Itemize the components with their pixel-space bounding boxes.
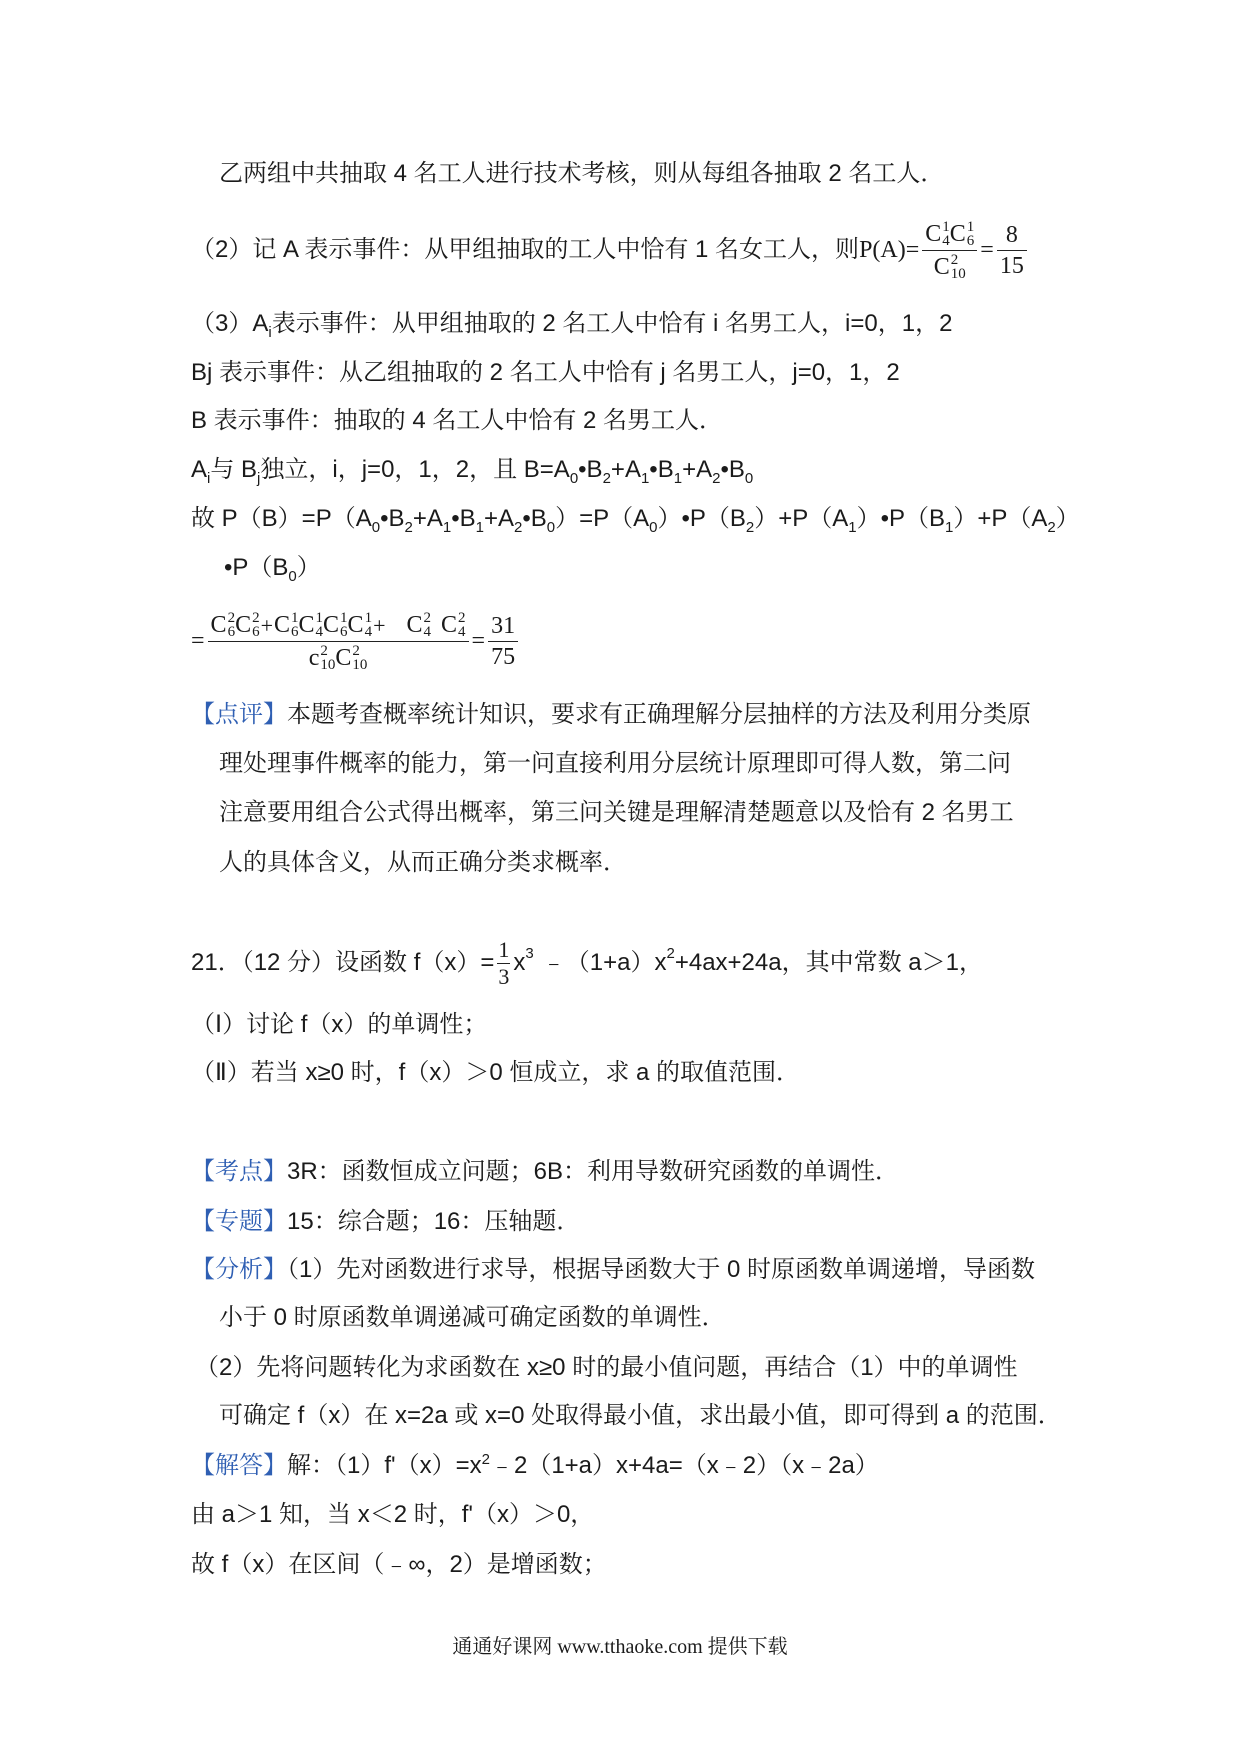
combination-sub: 10 <box>950 265 966 282</box>
text-segment: •B <box>578 456 603 483</box>
combination-indices <box>291 611 299 639</box>
combination <box>950 220 975 248</box>
combination-sup: 2 <box>458 609 466 626</box>
fraction-denominator <box>922 251 977 281</box>
combination-sub: 4 <box>942 232 950 249</box>
exponent: 2 <box>666 945 675 962</box>
plus-sign: + <box>260 612 273 638</box>
comment-line: 理处理事件概率的能力，第一问直接利用分层统计原理即可得人数，第二问 <box>219 750 1011 777</box>
stem-text: 21．（12 分）设函数 f（x）= <box>191 949 495 976</box>
combination-letter: C <box>298 611 315 638</box>
combination <box>335 644 367 672</box>
text-segment: ﹣2（1+a）x+4a=（x﹣2）（x﹣2a） <box>489 1452 879 1479</box>
jieda-line <box>191 1450 879 1482</box>
combination-sub: 4 <box>364 623 373 640</box>
part2-line <box>191 210 1030 290</box>
result-denominator: 15 <box>999 252 1024 279</box>
subscript: 1 <box>945 519 954 536</box>
subscript: 0 <box>288 568 297 585</box>
combination-sub: 6 <box>291 623 299 640</box>
combination-letter: C <box>235 611 252 638</box>
jieda-label: 【解答】 <box>191 1452 287 1479</box>
result-numerator: 31 <box>488 613 518 642</box>
combination-sup: 2 <box>320 642 328 659</box>
result-fraction <box>488 613 518 670</box>
combination-sub: 10 <box>352 656 368 673</box>
comment-line <box>191 699 1031 731</box>
combination <box>348 611 373 639</box>
page-footer: 通通好课网 www.tthaoke.com 提供下载 <box>452 1636 788 1658</box>
subscript: 1 <box>442 519 452 536</box>
kaodian-line <box>191 1156 899 1188</box>
combination <box>235 611 260 639</box>
exponent: 2 <box>481 1451 490 1468</box>
question-21-part2: （Ⅱ）若当 x≥0 时，f（x）＞0 恒成立，求 a 的取值范围． <box>191 1059 801 1086</box>
text-segment: •B <box>720 456 745 483</box>
subscript: 0 <box>649 519 658 536</box>
combination-sup: 1 <box>942 218 950 235</box>
text-segment: ）+P（A <box>953 505 1048 532</box>
combination <box>323 611 348 639</box>
subscript: 0 <box>546 519 556 536</box>
kaodian-text: 3R：函数恒成立问题；6B：利用导数研究函数的单调性． <box>287 1158 900 1185</box>
comment-line: 注意要用组合公式得出概率，第三问关键是理解清楚题意以及恰有 2 名男工 <box>219 799 1014 826</box>
result-fraction <box>997 222 1027 279</box>
combination <box>309 644 336 672</box>
combination-sub: 6 <box>966 232 975 249</box>
zhuanti-text: 15：综合题；16：压轴题． <box>287 1208 581 1235</box>
combination-sub: 10 <box>320 656 336 673</box>
calculation-fraction <box>208 611 469 672</box>
subscript: 2 <box>404 519 413 536</box>
subscript: i <box>207 470 211 487</box>
combination-sup: 1 <box>315 609 324 626</box>
text-segment: 与 B <box>210 456 258 483</box>
text-segment: ）•P（B <box>856 505 946 532</box>
combination-sup: 1 <box>340 609 348 626</box>
combination <box>406 611 431 639</box>
text-segment: ）=P（A <box>555 505 650 532</box>
combination-sup: 1 <box>291 609 299 626</box>
combination-letter: c <box>308 644 320 671</box>
combination-sup: 1 <box>966 218 975 235</box>
subscript: 2 <box>745 519 755 536</box>
combination <box>299 611 324 639</box>
fenxi-line: 可确定 f（x）在 x=2a 或 x=0 处取得最小值，求出最小值，即可得到 a 的范围． <box>219 1402 1062 1429</box>
subscript: 2 <box>602 470 611 487</box>
stem-text: +4ax+24a，其中常数 a＞1， <box>674 949 983 976</box>
combination <box>211 611 236 639</box>
text-segment: •B <box>451 505 476 532</box>
combination-sub: 6 <box>227 623 236 640</box>
combination-sup: 2 <box>423 609 431 626</box>
fenxi-label: 【分析】 <box>191 1256 287 1283</box>
equals-sign: = <box>471 628 486 654</box>
subscript: 2 <box>712 470 721 487</box>
plus-sign: + <box>373 612 386 638</box>
combination-indices <box>352 644 367 672</box>
part2-text: （2）记 A 表示事件：从甲组抽取的工人中恰有 1 名女工人，则 <box>191 236 860 263</box>
combination-indices <box>951 253 966 281</box>
fraction-numerator: 1 <box>498 936 510 962</box>
combination-sup: 2 <box>352 642 360 659</box>
combination-letter: C <box>925 220 942 247</box>
fraction-numerator <box>208 611 469 642</box>
kaodian-label: 【考点】 <box>191 1158 287 1185</box>
text-segment: ） <box>1055 505 1080 532</box>
comment-line: 人的具体含义，从而正确分类求概率． <box>219 849 627 876</box>
combination-letter: C <box>347 611 364 638</box>
subscript: j <box>257 470 261 487</box>
combination-indices <box>458 611 466 639</box>
subscript: 1 <box>475 519 484 536</box>
combination-indices <box>316 611 324 639</box>
zhuanti-line <box>191 1206 580 1238</box>
jieda-line: 故 f（x）在区间（﹣∞，2）是增函数； <box>191 1551 607 1578</box>
text-segment: •B <box>380 505 405 532</box>
subscript: 1 <box>848 519 857 536</box>
combination-indices <box>252 611 260 639</box>
jieda-line: 由 a＞1 知，当 x＜2 时，f'（x）＞0， <box>191 1501 595 1528</box>
zhuanti-label: 【专题】 <box>191 1208 287 1235</box>
probability-calculation-line <box>191 596 521 686</box>
combination-sup: 1 <box>364 609 373 626</box>
combination-indices <box>942 220 950 248</box>
combination-sub: 4 <box>458 623 466 640</box>
exponent: 3 <box>525 945 534 962</box>
subscript: 0 <box>371 519 381 536</box>
subscript: 1 <box>640 470 650 487</box>
combination-letter: C <box>933 253 950 280</box>
combination <box>925 220 950 248</box>
combination-indices <box>967 220 975 248</box>
event-b-line: B 表示事件：抽取的 4 名工人中恰有 2 名男工人． <box>191 407 724 434</box>
one-third-fraction <box>497 936 510 989</box>
comment-label: 【点评】 <box>191 701 287 728</box>
combination-letter: C <box>335 644 352 671</box>
text-segment: +A <box>682 456 713 483</box>
combination-sub: 6 <box>252 623 260 640</box>
event-b-j-line: Bj 表示事件：从乙组抽取的 2 名工人中恰有 j 名男工人，j=0，1，2 <box>191 359 900 386</box>
text-segment: 独立，i，j=0，1，2，且 B=A <box>260 456 570 483</box>
combination-sub: 4 <box>315 623 324 640</box>
combination-sup: 2 <box>252 609 260 626</box>
fraction-denominator <box>208 642 469 672</box>
text-segment: A <box>191 456 208 483</box>
fraction-numerator <box>922 220 977 251</box>
text-segment: +A <box>412 505 443 532</box>
combination <box>934 253 966 281</box>
fenxi-line <box>191 1254 1035 1286</box>
stem-text: ﹣（1+a）x <box>541 949 667 976</box>
combination-letter: C <box>274 611 291 638</box>
probability-fraction <box>922 220 977 281</box>
text-segment: •B <box>649 456 674 483</box>
text-segment: •P（B <box>224 554 289 581</box>
combination-indices <box>228 611 236 639</box>
combination-letter: C <box>210 611 227 638</box>
comment-text: 本题考查概率统计知识，要求有正确理解分层抽样的方法及利用分类原 <box>287 701 1031 728</box>
combination-indices <box>320 644 335 672</box>
text-segment: ）•P（B <box>657 505 746 532</box>
fenxi-line: 小于 0 时原函数单调递减可确定函数的单调性． <box>219 1304 726 1331</box>
text-segment: +A <box>483 505 514 532</box>
text-segment: （3）A <box>191 310 269 337</box>
text-segment: 表示事件：从甲组抽取的 2 名工人中恰有 i 名男工人，i=0，1，2 <box>271 310 953 337</box>
combination-indices <box>340 611 348 639</box>
part3-line <box>191 308 952 340</box>
question-21-part1: （Ⅰ）讨论 f（x）的单调性； <box>191 1011 488 1038</box>
combination-letter: C <box>949 220 966 247</box>
probability-expansion-line <box>191 503 1080 535</box>
combination-sub: 4 <box>423 623 431 640</box>
subscript: 1 <box>673 470 683 487</box>
fraction-denominator: 3 <box>498 963 510 989</box>
combination-letter: C <box>441 611 458 638</box>
combination-letter: C <box>323 611 340 638</box>
combination <box>441 611 466 639</box>
subscript: 2 <box>1047 519 1056 536</box>
equals-sign: = <box>980 237 994 263</box>
combination <box>274 611 299 639</box>
text-segment: •B <box>522 505 547 532</box>
probability-expansion-continuation <box>224 552 321 584</box>
result-denominator: 75 <box>491 643 516 670</box>
independence-line <box>191 454 753 486</box>
variable-x: x <box>513 949 526 976</box>
combination-sup: 2 <box>950 251 959 268</box>
equals-sign: = <box>191 628 205 654</box>
fenxi-text: （1）先对函数进行求导，根据导函数大于 0 时原函数单调递增，导函数 <box>287 1256 1036 1283</box>
text-segment: 解：（1）f'（x）=x <box>287 1452 482 1479</box>
combination-letter: C <box>406 611 423 638</box>
text-segment: +A <box>610 456 641 483</box>
text-segment: ）+P（A <box>754 505 849 532</box>
combination-sub: 6 <box>340 623 348 640</box>
subscript: 0 <box>744 470 754 487</box>
combination-indices <box>365 611 373 639</box>
combination-sup: 2 <box>227 609 236 626</box>
fenxi-line: （2）先将问题转化为求函数在 x≥0 时的最小值问题，再结合（1）中的单调性 <box>195 1354 1018 1381</box>
subscript: 2 <box>514 519 523 536</box>
result-numerator: 8 <box>997 222 1027 251</box>
combination-indices <box>424 611 432 639</box>
subscript: 0 <box>569 470 579 487</box>
probability-label: P(A)= <box>859 237 920 263</box>
subscript: i <box>268 324 272 341</box>
part1-continuation-line: 乙两组中共抽取 4 名工人进行技术考核，则从每组各抽取 2 名工人． <box>219 160 945 187</box>
text-segment: 故 P（B）=P（A <box>191 505 372 532</box>
text-segment: ） <box>296 554 321 581</box>
question-21-stem <box>191 928 983 998</box>
